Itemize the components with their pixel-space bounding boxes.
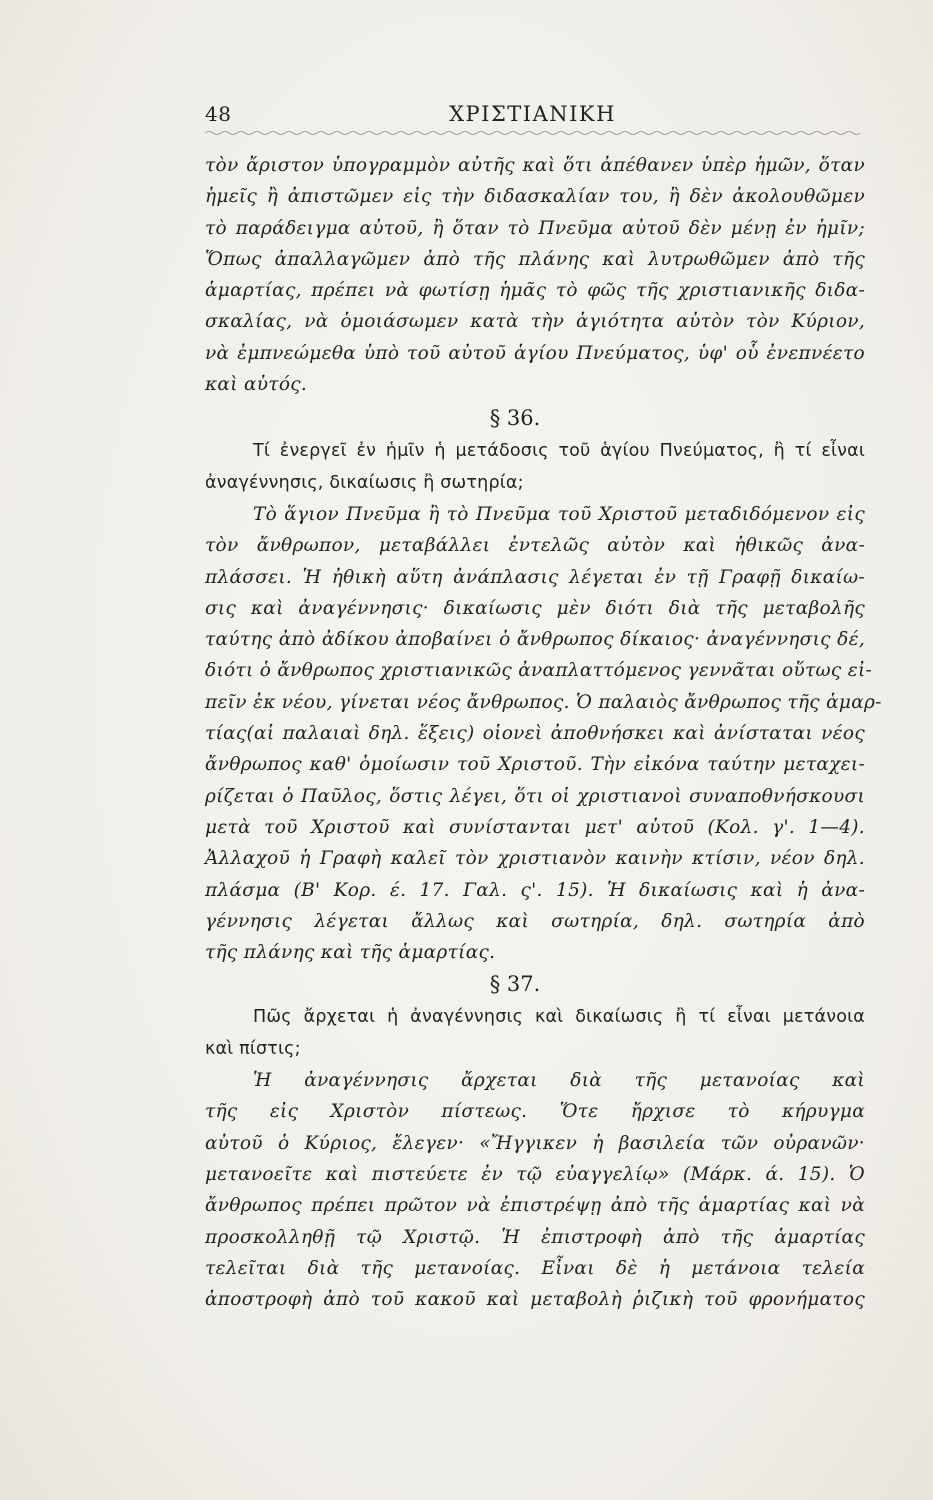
text-line: πλάσμα (Β' Κορ. έ. 17. Γαλ. ς'. 15). Ἡ δικαίωσις καὶ ἡ ἀνα- xyxy=(205,879,865,901)
text-line: τῆς εἰς Χριστὸν πίστεως. Ὅτε ἤρχισε τὸ κήρυγμα xyxy=(205,1101,865,1123)
text-line: διότι ὁ ἄνθρωπος χριστιανικῶς ἀναπλαττόμενος γεννᾶται οὕτως εἰ- xyxy=(205,660,873,682)
text-line: ἄνθρωπος καθ' ὁμοίωσιν τοῦ Χριστοῦ. Τὴν εἰκόνα ταύτην μεταχει- xyxy=(205,754,865,776)
text-line: σκαλίας, νὰ ὁμοιάσωμεν κατὰ τὴν ἁγιότητα αὐτὸν τὸν Κύριον, xyxy=(205,311,865,333)
text-line: πεῖν ἐκ νέου, γίνεται νέος ἄνθρωπος. Ὁ παλαιὸς ἄνθρωπος τῆς ἁμαρ- xyxy=(205,691,882,713)
text-line: ἄνθρωπος πρέπει πρῶτον νὰ ἐπιστρέψῃ ἀπὸ τῆς ἁμαρτίας καὶ νὰ xyxy=(205,1195,865,1217)
text-line: Ὅπως ἀπαλλαγῶμεν ἀπὸ τῆς πλάνης καὶ λυτρωθῶμεν ἀπὸ τῆς xyxy=(205,248,865,270)
question-line: ἀναγέννησις, δικαίωσις ἢ σωτηρία; xyxy=(205,472,524,493)
text-line: μετανοεῖτε καὶ πιστεύετε ἐν τῷ εὐαγγελίῳ» (Μάρκ. ά. 15). Ὁ xyxy=(205,1163,865,1185)
text-line: τίας(αἱ παλαιαὶ δηλ. ἕξεις) οἱονεὶ ἀποθνήσκει καὶ ἀνίσταται νέος xyxy=(205,723,865,745)
text-line: Ἀλλαχοῦ ἡ Γραφὴ καλεῖ τὸν χριστιανὸν καινὴν κτίσιν, νέον δηλ. xyxy=(205,848,865,870)
section-36-answer xyxy=(205,499,882,968)
text-line: τὸν ἄριστον ὑπογραμμὸν αὐτῆς καὶ ὅτι ἀπέθανεν ὑπὲρ ἡμῶν, ὅταν xyxy=(205,155,865,176)
section-heading-37: § 37. xyxy=(489,972,541,997)
page-number: 48 xyxy=(205,102,232,126)
text-line: τῆς πλάνης καὶ τῆς ἁμαρτίας. xyxy=(205,942,496,964)
text-line: προσκολληθῇ τῷ Χριστῷ. Ἡ ἐπιστροφὴ ἀπὸ τῆς ἁμαρτίας xyxy=(205,1226,865,1248)
text-line: αὐτοῦ ὁ Κύριος, ἔλεγεν· «Ἤγγικεν ἡ βασιλεία τῶν οὐρανῶν· xyxy=(205,1132,865,1154)
question-line: καὶ πίστις; xyxy=(205,1038,301,1059)
running-title: ΧΡΙΣΤΙΑΝΙΚΗ xyxy=(449,102,616,126)
question-line: Τί ἐνεργεῖ ἐν ἡμῖν ἡ μετάδοσις τοῦ ἁγίου Πνεύματος, ἢ τί εἶναι xyxy=(253,441,865,462)
section-36-question xyxy=(205,436,865,499)
paragraph-1 xyxy=(205,150,865,400)
text-line: ἡμεῖς ἢ ἀπιστῶμεν εἰς τὴν διδασκαλίαν του, ἢ δὲν ἀκολουθῶμεν xyxy=(205,186,865,208)
text-line: Ἡ ἀναγέννησις ἄρχεται διὰ τῆς μετανοίας καὶ xyxy=(253,1070,865,1092)
text-line: ταύτης ἀπὸ ἀδίκου ἀποβαίνει ὁ ἄνθρωπος δίκαιος· ἀναγέννησις δέ, xyxy=(205,629,865,651)
text-line: σις καὶ ἀναγέννησις· δικαίωσις μὲν διότι διὰ τῆς μεταβολῆς xyxy=(205,597,865,619)
text-line: ρίζεται ὁ Παῦλος, ὅστις λέγει, ὅτι οἱ χριστιανοὶ συναποθνήσκουσι xyxy=(205,785,865,807)
text-line: πλάσσει. Ἡ ἠθικὴ αὕτη ἀνάπλασις λέγεται ἐν τῇ Γραφῇ δικαίω- xyxy=(205,566,865,588)
text-line: τὸν ἄνθρωπον, μεταβάλλει ἐντελῶς αὐτὸν καὶ ἠθικῶς ἀνα- xyxy=(205,535,865,557)
question-line: Πῶς ἄρχεται ἡ ἀναγέννησις καὶ δικαίωσις ἢ τί εἶναι μετάνοια xyxy=(253,1007,865,1028)
text-line: τελεῖται διὰ τῆς μετανοίας. Εἶναι δὲ ἡ μετάνοια τελεία xyxy=(205,1257,865,1279)
section-heading-36: § 36. xyxy=(489,406,541,431)
header-rule xyxy=(205,130,860,136)
section-37-answer xyxy=(205,1065,865,1315)
section-37-question xyxy=(205,1002,865,1065)
text-line: ἁμαρτίας, πρέπει νὰ φωτίσῃ ἡμᾶς τὸ φῶς τῆς χριστιανικῆς διδα- xyxy=(205,280,865,302)
text-line: Τὸ ἅγιον Πνεῦμα ἢ τὸ Πνεῦμα τοῦ Χριστοῦ μεταδιδόμενον εἰς xyxy=(253,503,865,525)
text-line: μετὰ τοῦ Χριστοῦ καὶ συνίστανται μετ' αὐτοῦ (Κολ. γ'. 1—4). xyxy=(205,816,865,838)
text-line: καὶ αὐτός. xyxy=(205,374,308,396)
text-line: τὸ παράδειγμα αὐτοῦ, ἢ ὅταν τὸ Πνεῦμα αὐτοῦ δὲν μένῃ ἐν ἡμῖν; xyxy=(205,217,865,239)
text-line: γέννησις λέγεται ἄλλως καὶ σωτηρία, δηλ. σωτηρία ἀπὸ xyxy=(205,910,865,932)
body-text xyxy=(205,150,882,1315)
text-line: νὰ ἐμπνεώμεθα ὑπὸ τοῦ αὐτοῦ ἁγίου Πνεύματος, ὑφ' οὗ ἐνεπνέετο xyxy=(205,342,865,364)
text-line: ἀποστροφὴ ἀπὸ τοῦ κακοῦ καὶ μεταβολὴ ῥιζικὴ τοῦ φρονήματος xyxy=(205,1289,865,1311)
